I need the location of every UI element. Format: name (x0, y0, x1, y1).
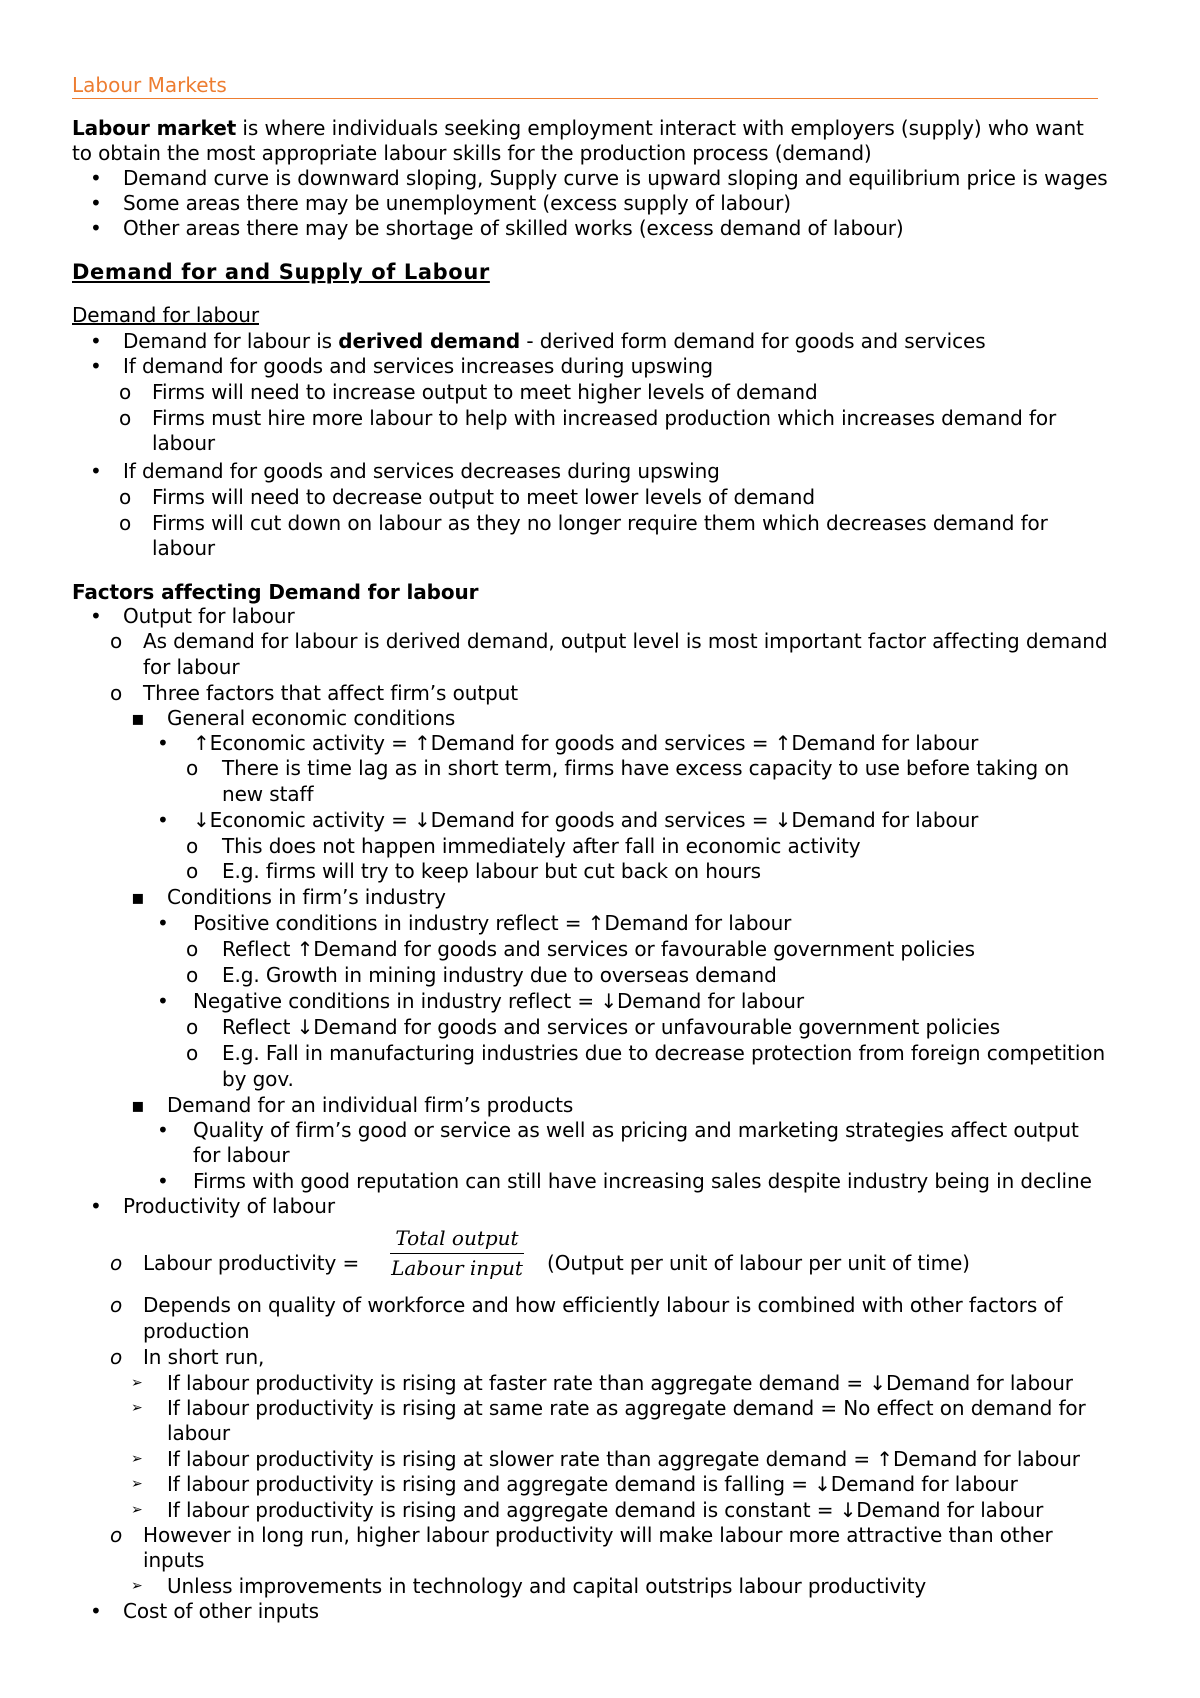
intro-line-1 (72, 115, 1084, 141)
gec-up-sub-1: There is time lag as in short term, firms have excess capacity to use before taking on (222, 756, 1070, 780)
cfi-positive: Positive conditions in industry reflect = ↑Demand for labour (193, 911, 792, 935)
gec-down-sub-2: E.g. firms will try to keep labour but cut back on hours (222, 859, 761, 883)
bullet-marker: • (157, 911, 169, 935)
intro-bullet-1: Demand curve is downward sloping, Supply curve is upward sloping and equilibrium price is wages (123, 166, 1108, 190)
demand-bullet-1-pre: Demand for labour is (123, 329, 339, 353)
dif-quality-cont: for labour (193, 1143, 290, 1167)
cfi-positive-sub-1: Reflect ↑Demand for goods and services or favourable government policies (222, 937, 975, 961)
conditions-in-firms-industry: Conditions in firm’s industry (167, 885, 446, 909)
circle-marker: o (186, 756, 199, 780)
fraction-numerator: Total output (395, 1226, 519, 1250)
productivity-of-labour: Productivity of labour (123, 1194, 335, 1218)
circle-marker: o (119, 511, 132, 535)
dif-quality: Quality of firm’s good or service as well as pricing and marketing strategies affect output (193, 1118, 1079, 1142)
bullet-marker: • (90, 191, 102, 215)
fraction-denominator: Labour input (391, 1256, 523, 1280)
cfi-negative: Negative conditions in industry reflect = ↓Demand for labour (193, 989, 804, 1013)
demand-bullet-3: If demand for goods and services decreases during upswing (123, 459, 720, 483)
gec-down: ↓Economic activity = ↓Demand for goods and services = ↓Demand for labour (193, 808, 979, 832)
intro-bullet-2: Some areas there may be unemployment (excess supply of labour) (123, 191, 791, 215)
bullet-marker: • (90, 166, 102, 190)
output-for-labour: Output for labour (123, 604, 295, 628)
circle-marker: o (119, 485, 132, 509)
intro-term: Labour market (72, 116, 237, 140)
arrowhead-marker: ➢ (131, 1375, 143, 1391)
demand-subheading: Demand for labour (72, 303, 259, 327)
bullet-marker: • (157, 731, 169, 755)
demand-bullet-2-sub-1: Firms will need to increase output to meet higher levels of demand (152, 380, 818, 404)
section-heading: Demand for and Supply of Labour (72, 260, 490, 284)
circle-marker: o (110, 1345, 123, 1369)
bullet-marker: • (90, 354, 102, 378)
circle-marker: o (186, 1015, 199, 1039)
demand-bullet-1 (123, 328, 986, 354)
demand-bullet-3-sub-1: Firms will need to decrease output to meet lower levels of demand (152, 485, 815, 509)
demand-individual-firm-products: Demand for an individual firm’s products (167, 1093, 574, 1117)
short-run-4: If labour productivity is rising and aggregate demand is falling = ↓Demand for labour (167, 1472, 1018, 1496)
cost-of-other-inputs: Cost of other inputs (123, 1599, 319, 1623)
arrowhead-marker: ➢ (131, 1400, 143, 1416)
circle-marker: o (186, 963, 199, 987)
square-marker: ▪ (131, 706, 145, 730)
general-economic-conditions: General economic conditions (167, 706, 456, 730)
square-marker: ▪ (131, 885, 145, 909)
short-run-1: If labour productivity is rising at faster rate than aggregate demand = ↓Demand for labour (167, 1371, 1073, 1395)
cfi-positive-sub-2: E.g. Growth in mining industry due to overseas demand (222, 963, 777, 987)
gec-down-sub-1: This does not happen immediately after fall in economic activity (222, 834, 861, 858)
demand-bullet-2: If demand for goods and services increases during upswing (123, 354, 713, 378)
intro-line-1-rest: is where individuals seeking employment interact with employers (supply) who want (236, 116, 1084, 140)
circle-marker: o (110, 1523, 123, 1547)
circle-marker: o (186, 859, 199, 883)
output-sub-1: As demand for labour is derived demand, output level is most important factor affecting demand (143, 629, 1108, 653)
dif-reputation: Firms with good reputation can still have increasing sales despite industry being in decline (193, 1169, 1092, 1193)
circle-marker: o (110, 1293, 123, 1317)
short-run-3: If labour productivity is rising at slower rate than aggregate demand = ↑Demand for labour (167, 1447, 1080, 1471)
cfi-negative-sub-2-cont: by gov. (222, 1067, 294, 1091)
circle-marker: o (119, 406, 132, 430)
long-run-sub-1: Unless improvements in technology and capital outstrips labour productivity (167, 1574, 927, 1598)
formula-lhs: Labour productivity = (143, 1251, 360, 1275)
gec-up: ↑Economic activity = ↑Demand for goods and services = ↑Demand for labour (193, 731, 979, 755)
bullet-marker: • (90, 1194, 102, 1218)
short-run-2-cont: labour (167, 1421, 231, 1445)
demand-bullet-2-sub-2: Firms must hire more labour to help with increased production which increases demand for (152, 406, 1057, 430)
page-title: Labour Markets (72, 73, 227, 97)
circle-marker: o (186, 834, 199, 858)
arrowhead-marker: ➢ (131, 1476, 143, 1492)
circle-marker: o (186, 937, 199, 961)
arrowhead-marker: ➢ (131, 1502, 143, 1518)
productivity-depends: Depends on quality of workforce and how efficiently labour is combined with other factors of (143, 1293, 1063, 1317)
bullet-marker: • (157, 808, 169, 832)
demand-bullet-3-sub-2-cont: labour (152, 536, 216, 560)
demand-bullet-2-sub-2-cont: labour (152, 431, 216, 455)
fraction-bar (390, 1253, 524, 1254)
cfi-negative-sub-1: Reflect ↓Demand for goods and services or unfavourable government policies (222, 1015, 1001, 1039)
short-run-heading: In short run, (143, 1345, 265, 1369)
gec-up-sub-1-cont: new staff (222, 782, 314, 806)
bullet-marker: • (90, 1599, 102, 1623)
output-sub-1-cont: for labour (143, 655, 240, 679)
short-run-5: If labour productivity is rising and aggregate demand is constant = ↓Demand for labour (167, 1498, 1044, 1522)
bullet-marker: • (157, 1118, 169, 1142)
output-sub-2: Three factors that affect firm’s output (143, 681, 518, 705)
intro-bullet-3: Other areas there may be shortage of skilled works (excess demand of labour) (123, 216, 904, 240)
derived-demand-term: derived demand (338, 329, 521, 353)
circle-marker: o (186, 1041, 199, 1065)
arrowhead-marker: ➢ (131, 1578, 143, 1594)
demand-bullet-3-sub-2: Firms will cut down on labour as they no longer require them which decreases demand for (152, 511, 1048, 535)
formula-note: (Output per unit of labour per unit of time) (547, 1251, 970, 1275)
productivity-depends-cont: production (143, 1319, 250, 1343)
long-run-cont: inputs (143, 1548, 205, 1572)
bullet-marker: • (90, 329, 102, 353)
intro-line-2: to obtain the most appropriate labour skills for the production process (demand) (72, 141, 872, 165)
arrowhead-marker: ➢ (131, 1451, 143, 1467)
demand-bullet-1-post: - derived form demand for goods and services (520, 329, 986, 353)
circle-marker: o (110, 1251, 123, 1275)
bullet-marker: • (157, 1169, 169, 1193)
square-marker: ▪ (131, 1093, 145, 1117)
bullet-marker: • (90, 604, 102, 628)
circle-marker: o (119, 380, 132, 404)
productivity-fraction (384, 1225, 530, 1281)
bullet-marker: • (90, 216, 102, 240)
long-run: However in long run, higher labour productivity will make labour more attractive than other (143, 1523, 1053, 1547)
cfi-negative-sub-2: E.g. Fall in manufacturing industries due to decrease protection from foreign competition (222, 1041, 1106, 1065)
bullet-marker: • (90, 459, 102, 483)
short-run-2: If labour productivity is rising at same rate as aggregate demand = No effect on demand for (167, 1396, 1086, 1420)
factors-heading: Factors affecting Demand for labour (72, 580, 479, 604)
title-row (72, 72, 1098, 99)
bullet-marker: • (157, 989, 169, 1013)
circle-marker: o (110, 629, 123, 653)
circle-marker: o (110, 681, 123, 705)
